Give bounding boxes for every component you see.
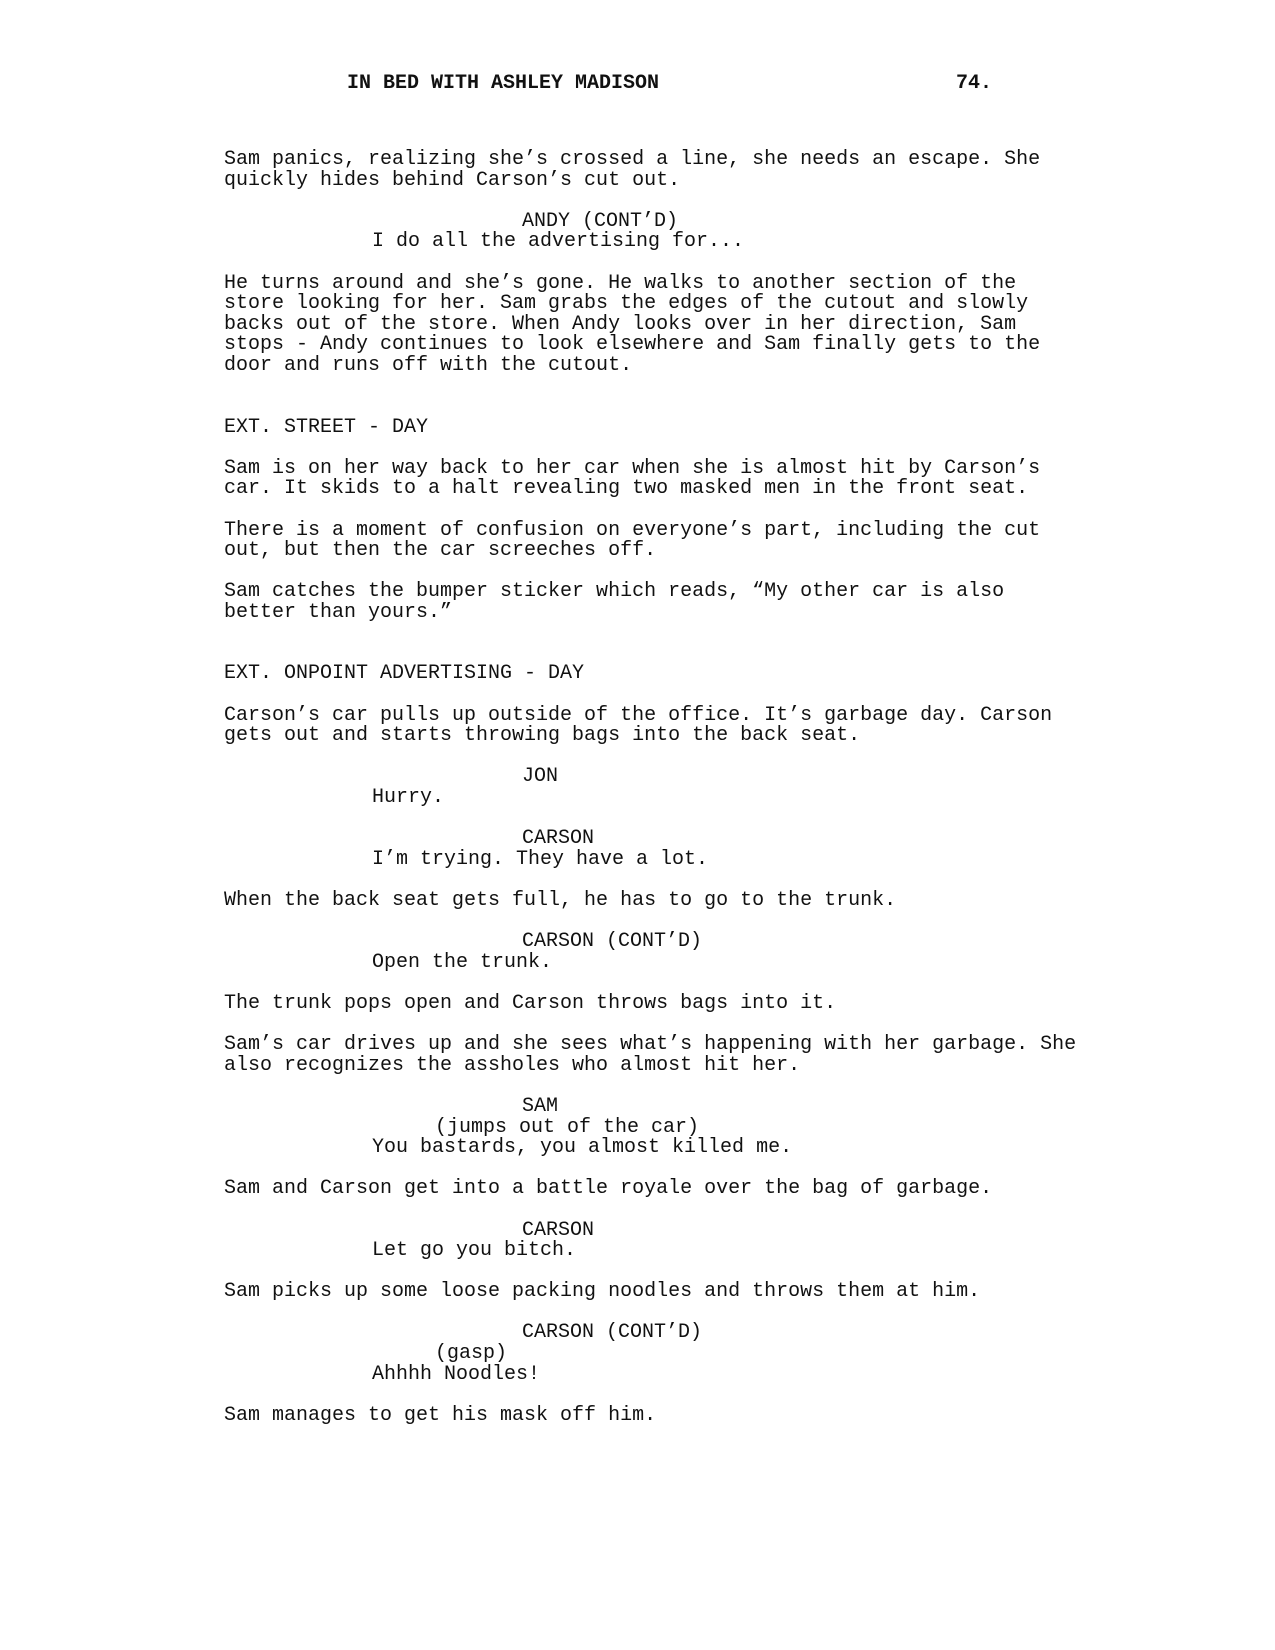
dialogue-line: Open the trunk. — [372, 950, 553, 974]
page-number: 74. — [956, 72, 993, 95]
action-paragraph: Sam manages to get his mask off him. — [224, 1403, 657, 1427]
action-paragraph: Sam catches the bumper sticker which reads, “My other car is also better than yours.” — [224, 580, 1005, 624]
action-paragraph: Sam panics, realizing she’s crossed a line, she needs an escape. She quickly hides behind Carson’s cut out. — [224, 148, 1041, 192]
dialogue-line: I’m trying. They have a lot. — [372, 847, 709, 871]
character-name: ANDY (CONT’D) — [522, 209, 679, 233]
character-name: JON — [522, 765, 559, 789]
character-name: CARSON (CONT’D) — [522, 1321, 703, 1345]
action-paragraph: The trunk pops open and Carson throws bags into it. — [224, 991, 837, 1015]
parenthetical: (jumps out of the car) — [435, 1115, 700, 1139]
character-name: CARSON — [522, 1218, 595, 1242]
parenthetical: (gasp) — [435, 1342, 508, 1366]
dialogue-line: You bastards, you almost killed me. — [372, 1136, 793, 1160]
script-title: IN BED WITH ASHLEY MADISON — [347, 72, 660, 95]
character-name: CARSON (CONT’D) — [522, 930, 703, 954]
dialogue-line: I do all the advertising for... — [372, 230, 745, 254]
page-header — [0, 74, 1275, 98]
action-paragraph: Carson’s car pulls up outside of the office. It’s garbage day. Carson gets out and starts throwing bags into the back seat. — [224, 703, 1053, 748]
action-paragraph: Sam picks up some loose packing noodles and throws them at him. — [224, 1280, 981, 1304]
dialogue-line: Let go you bitch. — [372, 1239, 577, 1263]
action-paragraph: When the back seat gets full, he has to go to the trunk. — [224, 889, 897, 912]
scene-heading: EXT. ONPOINT ADVERTISING - DAY — [224, 662, 585, 686]
action-paragraph: Sam and Carson get into a battle royale over the bag of garbage. — [224, 1177, 993, 1201]
action-paragraph: Sam is on her way back to her car when she is almost hit by Carson’s car. It skids to a halt revealing two masked men in the front seat. — [224, 456, 1041, 501]
dialogue-line: Ahhhh Noodles! — [372, 1362, 541, 1386]
character-name: SAM — [522, 1094, 559, 1118]
dialogue-line: Hurry. — [372, 786, 445, 810]
action-paragraph: He turns around and she’s gone. He walks to another section of the store looking for her. Sam grabs the edges of the cutout and slowly backs out of the store. When Andy looks over in her direction, Sam stops - Andy continues to look elsewhere and Sam finally gets to the door and runs off with the cutout. — [224, 271, 1041, 377]
scene-heading: EXT. STREET - DAY — [224, 415, 429, 439]
script-body — [224, 150, 1124, 1447]
action-paragraph: Sam’s car drives up and she sees what’s happening with her garbage. She also recognizes the assholes who almost hit her. — [224, 1033, 1077, 1077]
action-paragraph: There is a moment of confusion on everyone’s part, including the cut out, but then the car screeches off. — [224, 518, 1041, 563]
character-name: CARSON — [522, 827, 595, 851]
